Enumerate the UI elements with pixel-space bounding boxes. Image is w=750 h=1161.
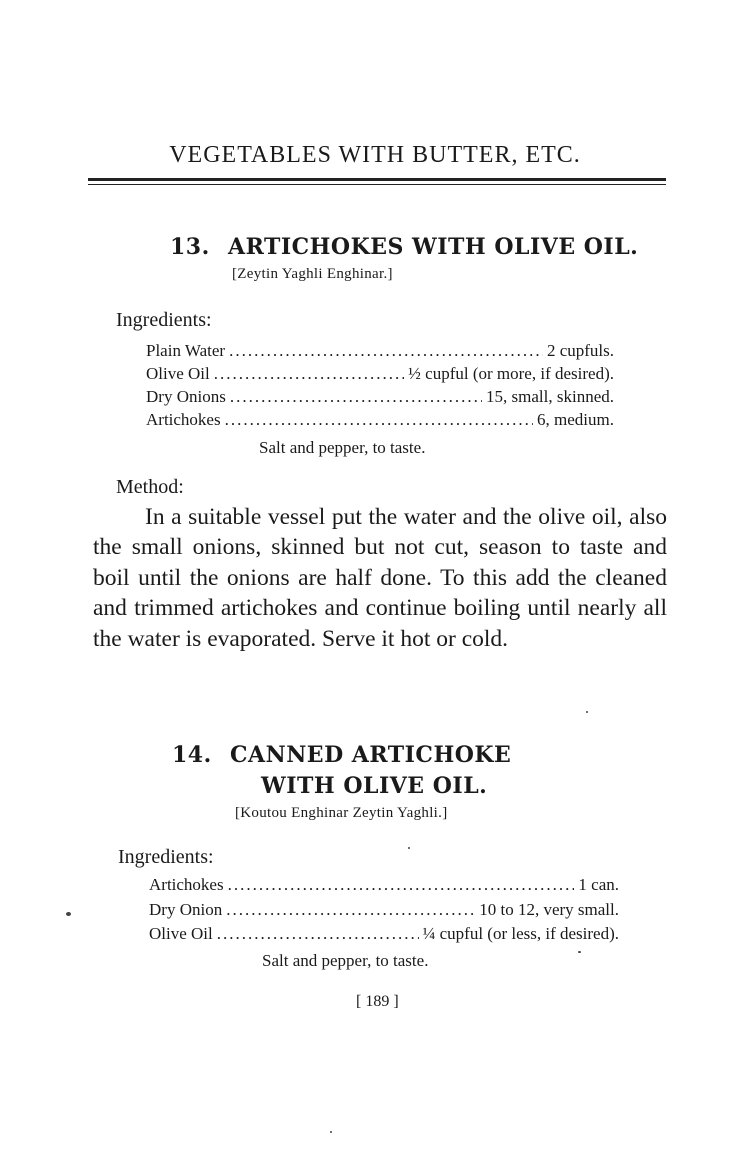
- recipe-13-method-text: In a suitable vessel put the water and the olive oil, also the small onions, skinned but not cut, season to taste and boil until the onions are half done. To this add the cleaned and trimmed artichokes and continue boiling until nearly all the water is evaporated. Serve it hot or cold.: [93, 504, 667, 652]
- leader-dots: [230, 387, 482, 407]
- page-number: [ 189 ]: [356, 993, 399, 1010]
- ingredient-name: Artichokes: [146, 410, 221, 429]
- ingredient-line: [149, 924, 619, 944]
- leader-dots: [217, 924, 419, 944]
- ingredient-name: Artichokes: [149, 875, 224, 894]
- recipe-13-number: 13.: [170, 234, 210, 260]
- ingredient-amount: 1 can.: [578, 875, 619, 894]
- leader-dots: [225, 410, 533, 430]
- leader-dots: [229, 341, 543, 361]
- recipe-14-number: 14.: [172, 742, 212, 768]
- recipe-14-seasoning: Salt and pepper, to taste.: [262, 951, 429, 970]
- recipe-13-ingredients-label: Ingredients:: [116, 309, 212, 331]
- recipe-14-title-line2: WITH OLIVE OIL.: [261, 773, 488, 799]
- print-speck: [330, 1131, 332, 1133]
- ingredient-amount: ¼ cupful (or less, if desired).: [422, 924, 619, 943]
- ingredient-name: Dry Onions: [146, 387, 226, 406]
- ingredient-amount: 15, small, skinned.: [486, 387, 614, 406]
- print-speck: [586, 711, 588, 713]
- running-head: VEGETABLES WITH BUTTER, ETC.: [169, 142, 581, 168]
- ingredient-line: [146, 387, 614, 407]
- ingredient-amount: 6, medium.: [537, 410, 614, 429]
- print-speck: [578, 951, 581, 953]
- ingredient-name: Olive Oil: [146, 364, 210, 383]
- ingredient-name: Plain Water: [146, 341, 226, 360]
- recipe-14-subtitle: [Koutou Enghinar Zeytin Yaghli.]: [235, 805, 448, 821]
- header-rule-thin: [88, 184, 666, 185]
- recipe-13-title: ARTICHOKES WITH OLIVE OIL.: [228, 234, 639, 260]
- print-speck: [66, 912, 71, 916]
- leader-dots: [228, 875, 575, 895]
- ingredient-amount: ½ cupful (or more, if desired).: [408, 364, 614, 383]
- ingredient-name: Olive Oil: [149, 924, 213, 943]
- recipe-14-title-line1: CANNED ARTICHOKE: [230, 742, 512, 768]
- ingredient-line: [149, 900, 619, 920]
- ingredient-amount: 2 cupfuls.: [546, 341, 614, 360]
- print-speck: [408, 847, 410, 849]
- recipe-13-subtitle: [Zeytin Yaghli Enghinar.]: [232, 266, 393, 282]
- leader-dots: [214, 364, 404, 384]
- ingredient-line: [146, 364, 614, 384]
- leader-dots: [226, 900, 475, 920]
- header-rule-thick: [88, 178, 666, 181]
- ingredient-name: Dry Onion: [149, 900, 223, 919]
- recipe-13-seasoning: Salt and pepper, to taste.: [259, 438, 426, 457]
- ingredient-line: [149, 875, 619, 895]
- ingredient-line: [146, 410, 614, 430]
- ingredient-line: [146, 341, 614, 361]
- recipe-14-ingredients-label: Ingredients:: [118, 846, 214, 868]
- ingredient-amount: 10 to 12, very small.: [479, 900, 619, 919]
- recipe-13-method-label: Method:: [116, 476, 184, 498]
